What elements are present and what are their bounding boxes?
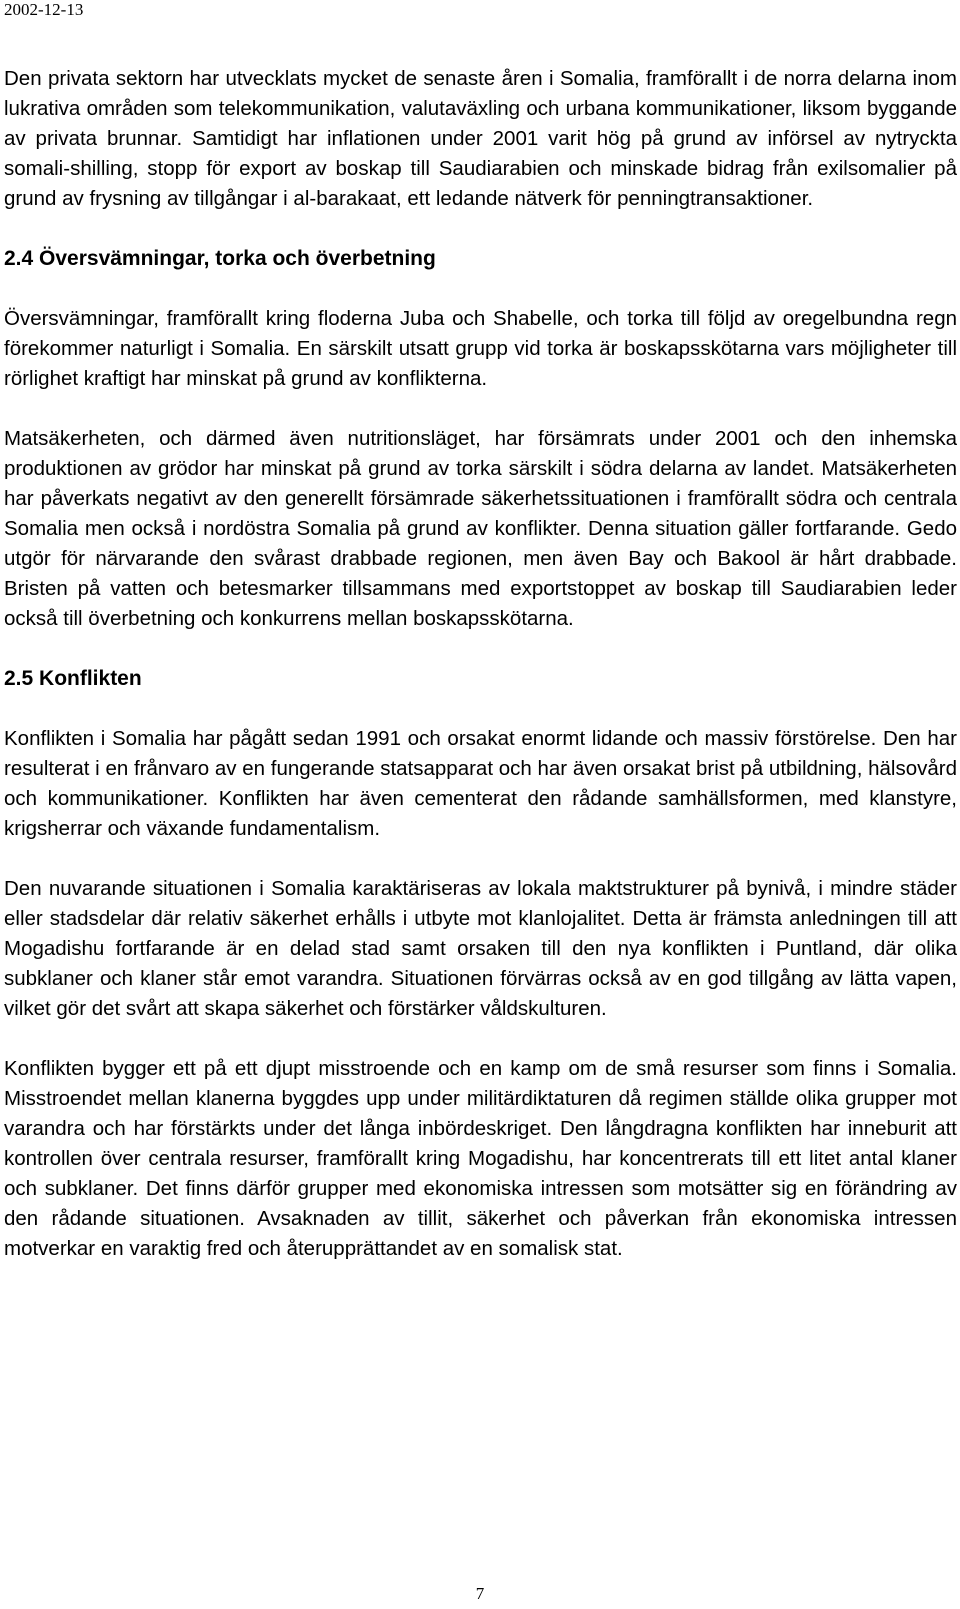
section-heading-2-5: 2.5 Konflikten — [4, 667, 142, 690]
document-body — [4, 64, 957, 1264]
page-number: 7 — [475, 1584, 485, 1603]
header-date: 2002-12-13 — [4, 0, 84, 19]
paragraph-conflict-overview: Konflikten i Somalia har pågått sedan 1991 och orsakat enormt lidande och massiv förstörelse. Den har resulterat i en frånvaro av en fungerande statsapparat och har även orsakat brist på utbildning, hälsovård och kommunikationer. Konflikten har även cementerat den rådande samhällsformen, med klanstyre, krigsherrar och växande fundamentalism. — [4, 727, 957, 840]
paragraph-floods-drought: Översvämningar, framförallt kring floderna Juba och Shabelle, och torka till följd av oregelbundna regn förekommer naturligt i Somalia. En särskilt utsatt grupp vid torka är boskapsskötarna vars möjligheter till rörlighet kraftigt har minskat på grund av konflikterna. — [4, 307, 957, 390]
paragraph-mistrust: Konflikten bygger ett på ett djupt misstroende och en kamp om de små resurser som finns i Somalia. Misstroendet mellan klanerna byggdes upp under militärdiktaturen då regimen ställde olika grupper mot varandra och har förstärkts under det långa inbördeskriget. Den långdragna konflikten har inneburit att kontrollen över centrala resurser, framförallt kring Mogadishu, har koncentrerats till ett litet antal klaner och subklaner. Det finns därför grupper med ekonomiska intressen som motsätter sig en förändring av den rådande situationen. Avsaknaden av tillit, säkerhet och påverkan från ekonomiska intressen motverkar en varaktig fred och återupprättandet av en somalisk stat. — [4, 1057, 957, 1260]
section-heading-2-4: 2.4 Översvämningar, torka och överbetning — [4, 247, 436, 270]
paragraph-current-situation: Den nuvarande situationen i Somalia karaktäriseras av lokala maktstrukturer på bynivå, i mindre städer eller stadsdelar där relativ säkerhet erhålls i utbyte mot klanlojalitet. Detta är främsta anledningen till att Mogadishu fortfarande är en delad stad samt orsaken till den nya konflikten i Puntland, där olika subklaner och klaner står emot varandra. Situationen förvärras också av en god tillgång av lätta vapen, vilket gör det svårt att skapa säkerhet och förstärker våldskulturen. — [4, 877, 957, 1020]
paragraph-private-sector: Den privata sektorn har utvecklats mycket de senaste åren i Somalia, framförallt i de norra delarna inom lukrativa områden som telekommunikation, valutaväxling och urbana kommunikationer, liksom byggande av privata brunnar. Samtidigt har inflationen under 2001 varit hög på grund av införsel av nytryckta somali-shilling, stopp för export av boskap till Saudiarabien och minskade bidrag från exilsomalier på grund av frysning av tillgångar i al-barakaat, ett ledande nätverk för penningtransaktioner. — [4, 67, 957, 210]
paragraph-food-security: Matsäkerheten, och därmed även nutritionsläget, har försämrats under 2001 och den inhemska produktionen av grödor har minskat på grund av torka särskilt i södra delarna av landet. Matsäkerheten har påverkats negativt av den generellt försämrade säkerhetssituationen i framförallt södra och centrala Somalia men också i nordöstra Somalia på grund av konflikter. Denna situation gäller fortfarande. Gedo utgör för närvarande den svårast drabbade regionen, men även Bay och Bakool är hårt drabbade. Bristen på vatten och betesmarker tillsammans med exportstoppet av boskap till Saudiarabien leder också till överbetning och konkurrens mellan boskapsskötarna. — [4, 427, 957, 630]
